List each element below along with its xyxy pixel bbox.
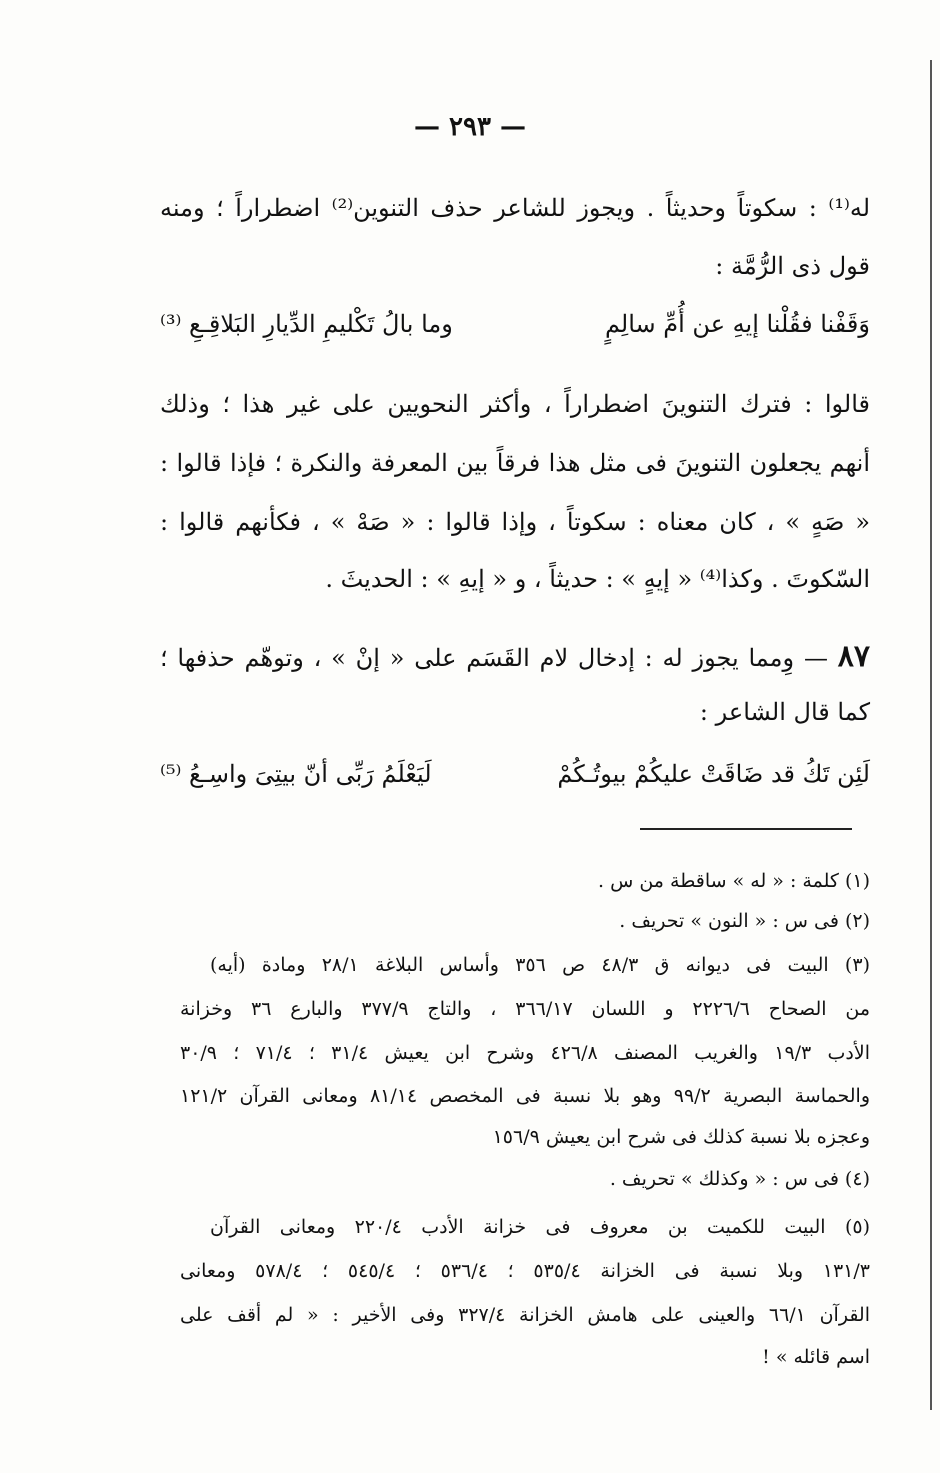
body-line-5: « صَهٍ » ، كان معناه : سكوتاً ، وإذا قالوا : « صَهْ » ، فكأنهم قالوا : [160,508,870,536]
verse-1-hemistich-1: وَقَفْنا فقُلْنا إيهِ عن أُمِّ سالِمٍ [604,310,870,338]
footnote-1: (١) كلمة : « له » ساقطة من س . [598,870,870,892]
section-dash: — [794,644,828,672]
body-line-1: له⁽¹⁾ : سكوتاً وحديثاً . ويجوز للشاعر حذف التنوين⁽²⁾ اضطراراً ؛ ومنه [160,194,871,222]
body-line-8: كما قال الشاعر : [699,698,870,726]
page-edge [930,60,932,1410]
body-line-6: السّكوتَ . وكذا⁽⁴⁾ « إيهٍ » : حديثاً ، و « إيهِ » : الحديثَ . [325,565,870,593]
footnote-2: (٢) فى س : « النون » تحريف . [619,910,870,932]
section-number: ٨٧ [837,639,870,674]
body-line-2: قول ذى الرُّمَّة : [715,252,870,280]
footnote-5-line-1: (٥) البيت للكميت بن معروف فى خزانة الأدب ٢٢٠/٤ ومعانى القرآن [210,1216,871,1238]
body-line-4: أنهم يجعلون التنوينَ فى مثل هذا فرقاً بين المعرفة والنكرة ؛ فإذا قالوا : [160,449,870,477]
body-line-7: وِمما يجوز له : إدخال لام القَسَم على « إنْ » ، وتوهّم حذفها ؛ [160,644,795,672]
verse-1-hemistich-2: وما بالُ تَكْليمِ الدِّيارِ البَلاقِـعِ ⁽³⁾ [160,310,453,338]
verse-2-hemistich-2: لَيَعْلَمُ رَبِّى أنّ بيتِىَ واسِـعُ ⁽⁵⁾ [160,760,432,788]
footnotes [160,0,870,1473]
body-line-3: قالوا : فترك التنوينَ اضطراراً ، وأكثر النحويين على غير هذا ؛ وذلك [160,390,870,418]
footnote-3-line-1: (٣) البيت فى ديوانه ق ٤٨/٣ ص ٣٥٦ وأساس البلاغة ٢٨/١ ومادة (أيه) [210,954,870,976]
footnote-5-line-4: اسم قائله » ! [762,1346,870,1368]
footnote-3-line-2: من الصحاح ٢٢٢٦/٦ و اللسان ٣٦٦/١٧ ، والتاج ٣٧٧/٩ والبارع ٣٦ وخزانة [180,998,871,1020]
footnote-4: (٤) فى س : « وكذلك » تحريف . [609,1168,870,1190]
footnote-5-line-2: ١٣١/٣ وبلا نسبة فى الخزانة ٥٣٥/٤ ؛ ٥٣٦/٤ ؛ ٥٤٥/٤ ؛ ٥٧٨/٤ ومعانى [180,1260,870,1282]
footnote-5-line-3: القرآن ٦٦/١ والعينى على هامش الخزانة ٣٢٧/٤ وفى الأخير : « لم أقف على [180,1304,870,1326]
verse-2-hemistich-1: لَئِن تَكُ قد ضَاقَتْ عليكُمْ بيوتُـكُمْ [557,760,870,788]
footnote-3-line-3: الأدب ١٩/٣ والغريب المصنف ٤٢٦/٨ وشرح ابن يعيش ٣١/٤ ؛ ٧١/٤ ؛ ٣٠/٩ [180,1042,870,1064]
page-number: — ٢٩٣ — [413,112,527,142]
footnote-3-line-4: والحماسة البصرية ٩٩/٢ وهو بلا نسبة فى المخصص ٨١/١٤ ومعانى القرآن ١٢١/٢ [180,1085,870,1107]
footnote-3-line-5: وعجزه بلا نسبة كذلك فى شرح ابن يعيش ١٥٦/٩ [492,1126,870,1148]
